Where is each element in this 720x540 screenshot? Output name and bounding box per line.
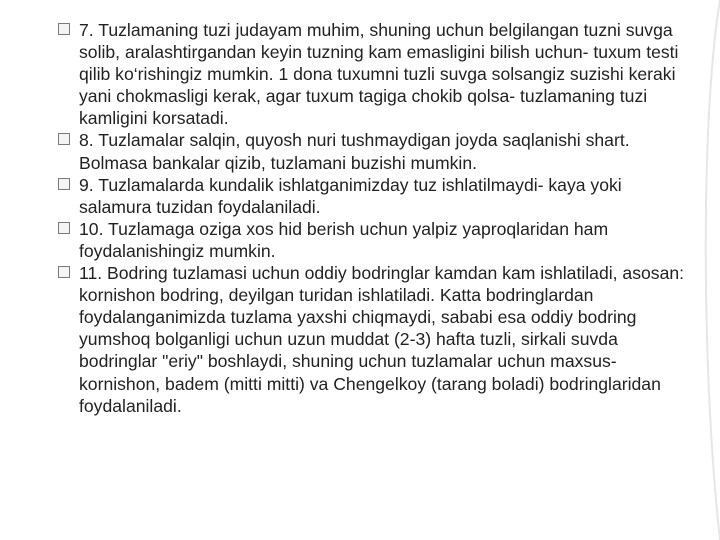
square-bullet-icon <box>58 222 70 234</box>
list-item-text: 9. Tuzlamalarda kundalik ishlatganimizday tuz ishlatilmaydi- kaya yoki salamura tuzidan foydalaniladi. <box>79 174 622 217</box>
square-bullet-icon <box>58 266 70 278</box>
square-bullet-icon <box>58 133 70 145</box>
list-item-text: 8. Tuzlamalar salqin, quyosh nuri tushmaydigan joyda saqlanishi shart. Bolmasa bankalar qizib, tuzlamani buzishi mumkin. <box>79 130 630 173</box>
list-item-text: 7. Tuzlamaning tuzi judayam muhim, shuning uchun belgilangan tuzni suvga solib, aralashtirgandan keyin tuzning kam emasligini bilish uchun- tuxum testi qilib ko‘rishingiz mumkin. 1 dona tuxumni tuzli suvga solsangiz suzishi keraki yani chokmasligi kerak, agar tuxum tagiga chokib qolsa- tuzlamaning tuzi kamligini korsatadi. <box>79 20 679 129</box>
list-item <box>58 174 694 218</box>
list-item-text: 11. Bodring tuzlamasi uchun oddiy bodringlar kamdan kam ishlatiladi, asosan: kornishon bodring, deyilgan turidan ishlatiladi. Katta bodringlardan foydalanganimizda tuzlama yaxshi chiqmaydi, sababi esa oddiy bodring yumshoq bolganligi uchun uzun muddat (2-3) hafta tuzli, sirkali suvda bodringlar "eriy" boshlaydi, shuning uchun tuzlamalar uchun maxsus- kornishon, badem (mitti mitti) va Chengelkoy (tarang boladi) bodringlaridan foydalaniladi. <box>79 263 685 416</box>
list-item-text: 10. Tuzlamaga oziga xos hid berish uchun yalpiz yaproqlaridan ham foydalanishingiz mumkin. <box>79 218 609 261</box>
square-bullet-icon <box>58 178 70 190</box>
square-bullet-icon <box>58 23 70 35</box>
list-item <box>58 262 694 417</box>
list-item <box>58 19 694 129</box>
list-item <box>58 218 694 262</box>
bullet-list <box>58 19 694 417</box>
list-item <box>58 129 694 173</box>
